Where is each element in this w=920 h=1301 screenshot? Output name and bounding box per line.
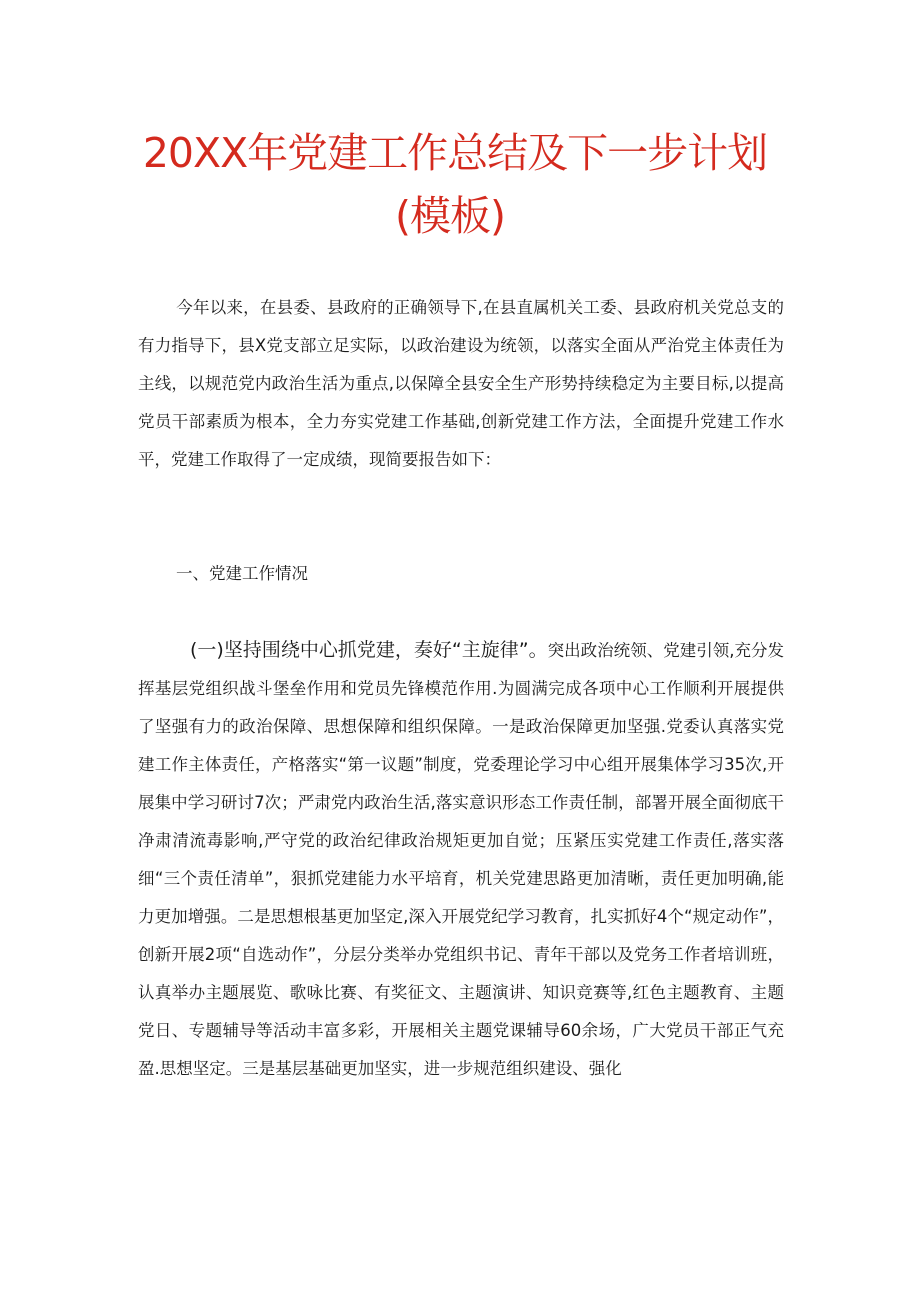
subsection-paragraph	[138, 631, 784, 1088]
document-title-line2: (模板)	[395, 192, 505, 240]
subsection-heading: (一)坚持围绕中心抓党建，奏好“主旋律”。	[190, 639, 548, 661]
subsection-body: 突出政治统领、党建引领,充分发挥基层党组织战斗堡垒作用和党员先锋模范作用.为圆满完成各项中心工作顺利开展提供了坚强有力的政治保障、思想保障和组织保障。一是政治保障更加坚强.党委认真落实党建工作主体责任，产格落实“第一议题”制度，党委理论学习中心组开展集体学习35次,开展集中学习研讨7次；严肃党内政治生活,落实意识形态工作责任制，部署开展全面彻底干净肃清流毒影响,严守党的政治纪律政治规矩更加自觉；压紧压实党建工作责任,落实落细“三个责任清单”，狠抓党建能力水平培育，机关党建思路更加清晰，责任更加明确,能力更加增强。二是思想根基更加坚定,深入开展党纪学习教育，扎实抓好4个“规定动作”，创新开展2项“自选动作”，分层分类举办党组织书记、青年干部以及党务工作者培训班，认真举办主题展览、歌咏比赛、有奖征文、主题演讲、知识竞赛等,红色主题教育、主题党日、专题辅导等活动丰富多彩，开展相关主题党课辅导60余场，广大党员干部正气充盈.思想坚定。三是基层基础更加坚实，进一步规范组织建设、强化	[138, 641, 784, 1078]
intro-paragraph	[138, 289, 784, 479]
section-heading: 一、党建工作情况	[176, 564, 308, 583]
intro-text: 今年以来，在县委、县政府的正确领导下,在县直属机关工委、县政府机关党总支的有力指导下，县X党支部立足实际，以政治建设为统领，以落实全面从严治党主体责任为主线，以规范党内政治生活为重点,以保障全县安全生产形势持续稳定为主要目标,以提高党员干部素质为根本，全力夯实党建工作基础,创新党建工作方法，全面提升党建工作水平，党建工作取得了一定成绩，现简要报告如下：	[138, 298, 784, 469]
document-title-line1: 20XX年党建工作总结及下一步计划	[142, 129, 768, 177]
